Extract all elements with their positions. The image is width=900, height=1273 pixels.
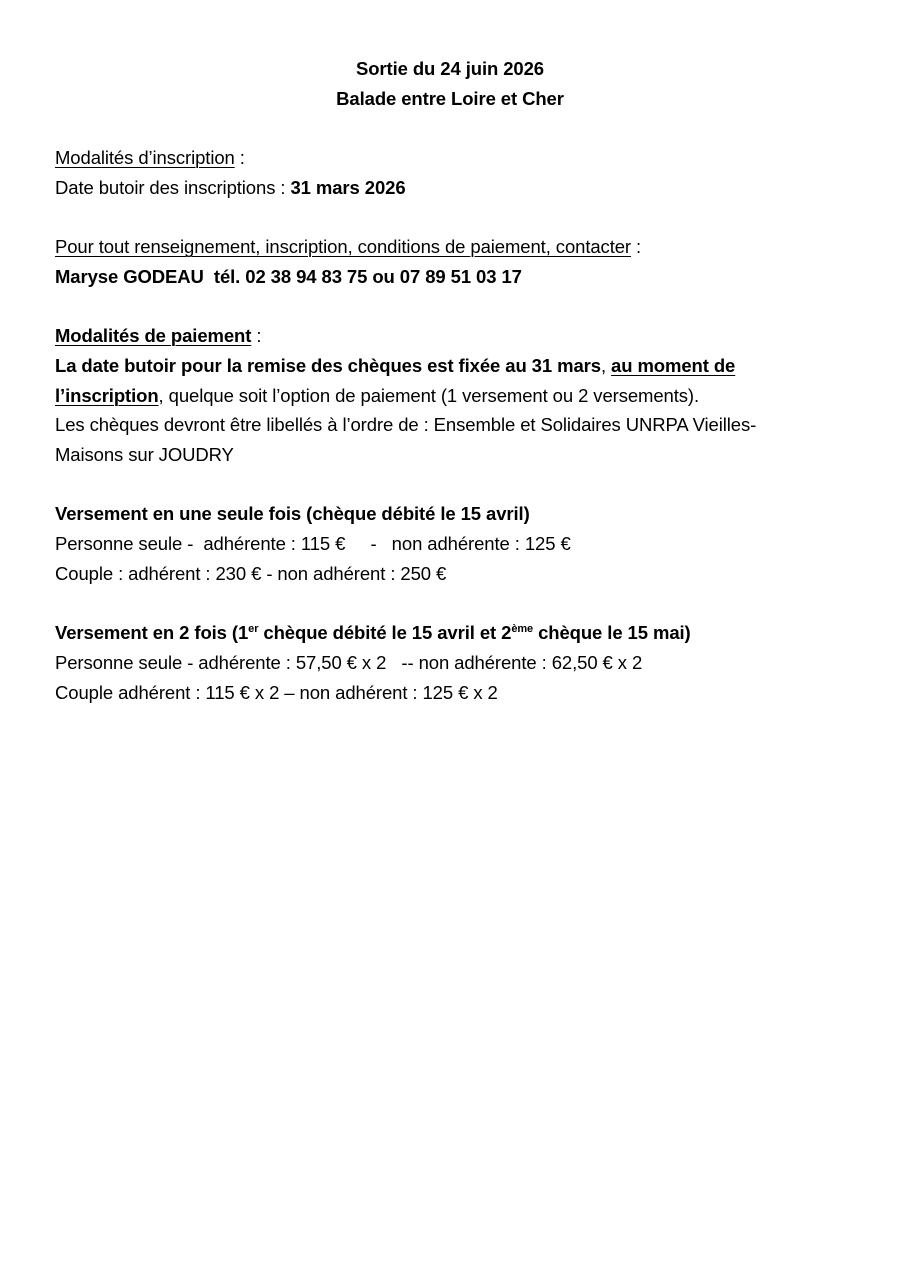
event-title: Sortie du 24 juin 2026 [355,58,544,79]
event-subtitle: Balade entre Loire et Cher [336,87,564,109]
double-heading-sup1: er [248,623,259,636]
inscription-deadline-label: Date butoir des inscriptions : [55,176,291,198]
spacer [55,470,845,500]
payment-option-line [55,381,845,411]
single-payment-couple: Couple : adhérent : 230 € - non adhérent : 250 € [55,562,447,584]
double-heading-part3: chèque le 15 mai) [533,622,691,644]
payment-heading-line [55,321,845,351]
contact-phones: tél. 02 38 94 83 75 ou 07 89 51 03 17 [203,265,522,287]
spacer [55,113,845,143]
spacer [55,589,845,619]
contact-heading: Pour tout renseignement, inscription, conditions de paiement, contacter [55,236,631,258]
double-payment-individual: Personne seule - adhérente : 57,50 € x 2 -- non adhérente : 62,50 € x 2 [55,651,643,673]
payment-heading-suffix: : [251,325,262,347]
spacer [55,203,845,233]
payment-heading: Modalités de paiement [55,325,252,347]
double-heading-part2: chèque débité le 15 avril et 2 [258,622,512,644]
double-heading-sup2: ème [511,623,534,636]
payment-option-text: , quelque soit l’option de paiement (1 versement ou 2 versements). [158,384,700,406]
contact-heading-line [55,232,845,262]
payment-inscription-word: l’inscription [55,384,159,406]
single-payment-heading: Versement en une seule fois (chèque débité le 15 avril) [55,503,530,525]
contact-details-line [55,262,845,292]
payment-deadline-sep: , [600,354,612,376]
contact-name: Maryse GODEAU [55,265,204,287]
inscription-heading-line [55,143,845,173]
inscription-deadline-line [55,173,845,203]
payment-deadline-text: La date butoir pour la remise des chèques est fixée au 31 mars [55,354,601,376]
spacer [55,292,845,322]
double-payment-couple: Couple adhérent : 115 € x 2 – non adhérent : 125 € x 2 [55,681,498,703]
payment-order-line: Les chèques devront être libellés à l’ordre de : Ensemble et Solidaires UNRPA Vieilles- [55,414,757,436]
inscription-deadline-value: 31 mars 2026 [290,176,406,198]
payment-deadline-line [55,351,845,381]
single-payment-individual: Personne seule - adhérente : 115 € - non adhérente : 125 € [55,533,571,555]
payment-deadline-moment: au moment de [611,354,736,376]
double-payment-heading [55,618,845,648]
document-body [55,54,845,707]
payment-order-line-cont: Maisons sur JOUDRY [55,444,234,466]
double-heading-part1: Versement en 2 fois (1 [55,622,249,644]
inscription-heading: Modalités d’inscription [55,147,235,169]
contact-heading-suffix: : [631,236,642,258]
inscription-heading-suffix: : [234,147,245,169]
